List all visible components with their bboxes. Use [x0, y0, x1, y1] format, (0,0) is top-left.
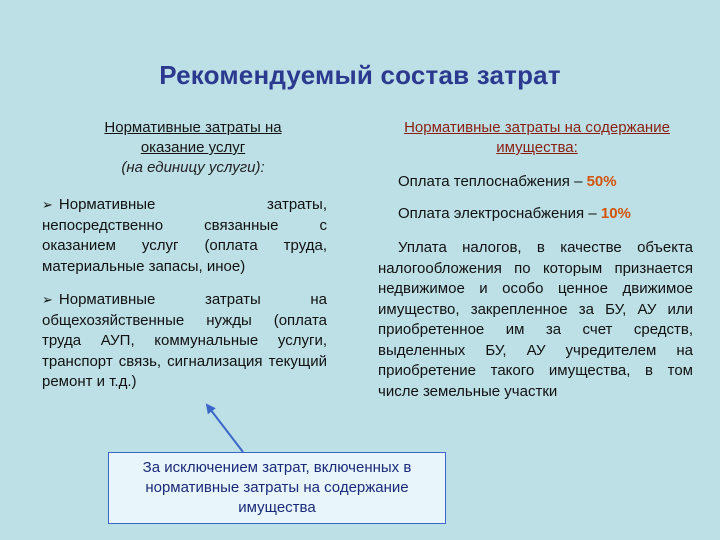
- tax-payment-paragraph: Уплата налогов, в качестве объекта налогообложения по которым признается недвижимое и особо ценное движимое имущество, закрепленное за БУ, АУ или приобретенное им за счет средств, выделенных БУ, АУ учредителем на приобретение такого имущества, в том числе земельные участки: [378, 239, 693, 400]
- heat-supply-percent: 50%: [586, 173, 617, 190]
- slide-title: Рекомендуемый состав затрат: [159, 60, 561, 90]
- left-heading-line2: оказание услуг: [140, 139, 246, 156]
- left-bullet-1-text: Нормативные затраты, непосредственно связанные с оказанием услуг (оплата труда, материальные запасы, иное): [42, 196, 327, 275]
- left-heading-line1: Нормативные затраты на: [104, 119, 282, 136]
- left-heading-subtitle: (на единицу услуги):: [121, 159, 265, 176]
- electric-supply-percent: 10%: [600, 205, 631, 222]
- exclusion-note-box: За исключением затрат, включенных в нормативные затраты на содержание имущества: [108, 452, 446, 524]
- arrow-bullet-icon: ➢: [42, 292, 53, 307]
- arrow-bullet-icon: ➢: [42, 197, 53, 212]
- left-bullet-2-text: Нормативные затраты на общехозяйственные нужды (оплата труда АУП, коммунальные услуги, транспорт связь, сигнализация текущий ремонт и т.д.): [42, 291, 327, 390]
- electric-supply-text: Оплата электроснабжения –: [398, 205, 601, 222]
- heat-supply-text: Оплата теплоснабжения –: [398, 173, 587, 190]
- right-column-heading: Нормативные затраты на содержание имущества:: [404, 119, 670, 156]
